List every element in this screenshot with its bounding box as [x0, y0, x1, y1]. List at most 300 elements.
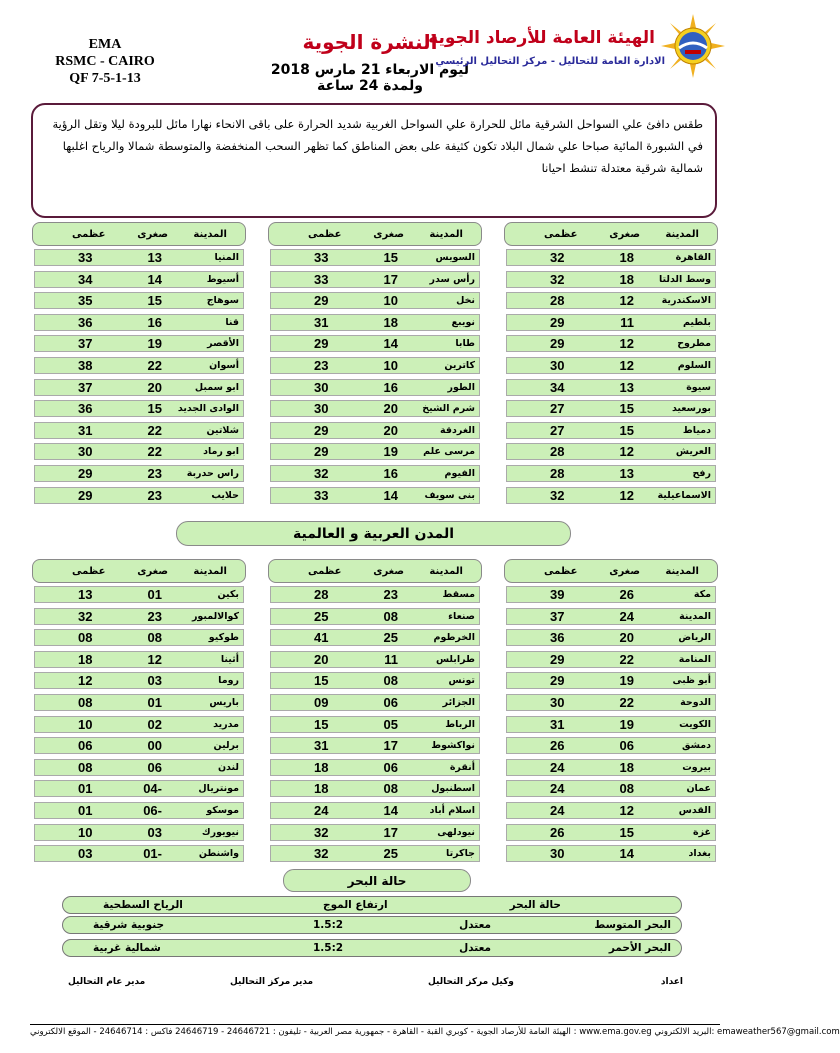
city-name: شلاتين: [206, 424, 239, 436]
max-temp: 12: [78, 673, 93, 689]
max-temp: 35: [78, 293, 93, 309]
panel-header: [32, 559, 246, 583]
table-row: [270, 335, 480, 352]
city-name: مونتريال: [198, 783, 239, 795]
sea-state-title: حالة البحر: [283, 869, 471, 892]
max-temp: 32: [314, 824, 329, 840]
max-temp: 15: [314, 716, 329, 732]
city-name: كوالالمبور: [191, 610, 239, 622]
egypt-panel: [32, 222, 246, 508]
city-name: أبو ظبى: [672, 675, 711, 687]
table-row: [34, 249, 244, 266]
max-temp: 15: [314, 673, 329, 689]
city-name: القدس: [678, 805, 711, 816]
max-temp: 28: [550, 444, 565, 460]
table-row: [506, 694, 716, 711]
city-name: نواكشوط: [431, 740, 475, 752]
signature-general-director: مدير عام التحاليل: [68, 977, 146, 987]
min-temp: 11: [620, 314, 634, 330]
city-name: مطروح: [677, 338, 711, 350]
min-temp: 15: [147, 293, 162, 309]
table-row: [270, 651, 480, 668]
city-name: رفح: [692, 468, 711, 479]
max-temp: 29: [550, 673, 565, 689]
city-name: الاسكندرية: [661, 295, 711, 307]
min-temp: 23: [147, 487, 162, 503]
max-temp: 38: [78, 358, 93, 373]
table-row: [270, 629, 480, 646]
table-row: [34, 651, 244, 668]
max-temp: 33: [314, 250, 329, 265]
city-name: الفيوم: [444, 468, 475, 479]
forecast-text-box: [31, 103, 717, 218]
min-temp: 25: [383, 630, 398, 646]
max-temp: 31: [314, 314, 329, 330]
max-temp: 25: [314, 608, 329, 624]
table-row: [34, 487, 244, 504]
max-temp: 29: [550, 336, 565, 352]
table-row: [34, 465, 244, 482]
city-name: بغداد: [688, 848, 711, 860]
world-panel: [268, 559, 482, 867]
city-name: نويبع: [451, 316, 475, 328]
table-row: [506, 845, 716, 862]
min-temp: 06: [147, 759, 162, 775]
min-temp: 22: [619, 695, 634, 710]
min-temp: 20: [383, 422, 398, 438]
city-name: صنعاء: [448, 610, 475, 622]
table-row: [270, 487, 480, 504]
min-temp: 13: [147, 250, 162, 265]
max-temp: 30: [78, 444, 93, 460]
min-temp: 19: [147, 336, 162, 352]
table-row: [270, 845, 480, 862]
col-label-min: صغرى: [373, 229, 404, 240]
max-temp: 18: [314, 781, 329, 797]
max-temp: 32: [550, 250, 565, 265]
table-row: [506, 716, 716, 733]
city-name: أثينا: [220, 653, 239, 665]
max-temp: 36: [78, 314, 93, 330]
max-temp: 01: [78, 803, 93, 818]
city-name: راس حدربة: [186, 468, 239, 479]
table-row: [270, 314, 480, 331]
min-temp: 14: [147, 271, 162, 287]
panel-header: [32, 222, 246, 246]
min-temp: 13: [619, 466, 634, 481]
table-row: [506, 487, 716, 504]
max-temp: 34: [550, 379, 565, 395]
city-name: وسط الدلتا: [658, 273, 711, 285]
city-name: برلين: [213, 740, 239, 752]
min-temp: 10: [383, 358, 398, 373]
min-temp: 12: [619, 358, 634, 373]
city-name: الجزائر: [442, 697, 475, 708]
min-temp: 20: [383, 401, 398, 417]
city-name: الكويت: [679, 718, 711, 730]
table-row: [506, 379, 716, 396]
city-name: نيودلهى: [437, 826, 475, 838]
city-name: جاكرتا: [446, 848, 475, 860]
min-temp: 08: [383, 608, 398, 624]
table-row: [506, 422, 716, 439]
city-name: سوهاج: [206, 295, 239, 307]
city-name: مكة: [693, 589, 711, 600]
table-row: [34, 335, 244, 352]
min-temp: 20: [147, 379, 162, 395]
city-name: غزة: [692, 826, 711, 838]
min-temp: 06: [383, 759, 398, 775]
table-row: [506, 443, 716, 460]
table-row: [34, 271, 244, 288]
col-label-city: المدينة: [193, 566, 227, 577]
max-temp: 01: [78, 781, 93, 797]
table-row: [506, 357, 716, 374]
min-temp: 20: [619, 630, 634, 646]
table-row: [506, 335, 716, 352]
table-row: [270, 422, 480, 439]
max-temp: 10: [78, 716, 93, 732]
city-name: عمان: [686, 783, 711, 795]
min-temp: 23: [383, 587, 398, 602]
city-name: الرياض: [678, 632, 711, 644]
table-row: [270, 292, 480, 309]
max-temp: 29: [314, 422, 329, 438]
col-label-max: عظمى: [544, 566, 578, 577]
table-row: [270, 737, 480, 754]
max-temp: 37: [78, 336, 93, 352]
table-row: [34, 716, 244, 733]
max-temp: 18: [78, 651, 93, 667]
max-temp: 31: [550, 716, 565, 732]
min-temp: 23: [147, 608, 162, 624]
city-name: حلايب: [211, 489, 239, 501]
min-temp: 00: [147, 738, 162, 754]
min-temp: 08: [619, 781, 634, 797]
city-name: الدوحة: [680, 697, 711, 708]
max-temp: 10: [78, 824, 93, 840]
city-name: بيروت: [682, 761, 711, 773]
egypt-panel: [504, 222, 718, 508]
min-temp: 15: [147, 401, 162, 417]
max-temp: 32: [314, 846, 329, 862]
city-name: مرسى علم: [423, 446, 475, 458]
max-temp: 28: [550, 293, 565, 309]
min-temp: 12: [619, 444, 634, 460]
forecast-text: طقس دافئ علي السواحل الشرقية مائل للحرارة علي السواحل الغربية شديد الحرارة على باقى الانحاء نهارا مائل للبرودة ليلا وتقل الرؤية في الشبورة المائية صباحا علي شمال البلاد تكون كثيفة على بعض المناطق كما تظهر السحب المنخفضة والمتوسطة شمالا والرياح اغلبها شمالية شرقية معتدلة تنشط احيانا: [52, 117, 703, 175]
table-row: [506, 271, 716, 288]
table-row: [506, 586, 716, 603]
city-name: الوادى الجديد: [177, 403, 239, 415]
table-row: [34, 314, 244, 331]
max-temp: 34: [78, 271, 93, 287]
max-temp: 29: [78, 466, 93, 481]
max-temp: 29: [314, 444, 329, 460]
egypt-panel: [268, 222, 482, 508]
table-row: [270, 716, 480, 733]
max-temp: 24: [550, 803, 565, 818]
col-label-max: عظمى: [72, 229, 106, 240]
min-temp: 18: [383, 314, 398, 330]
col-label-city: المدينة: [665, 229, 699, 240]
max-temp: 09: [314, 695, 329, 710]
city-name: واشنطن: [198, 848, 239, 860]
col-label-city: المدينة: [665, 566, 699, 577]
table-row: [34, 422, 244, 439]
city-name: المنيا: [214, 252, 239, 263]
min-temp: 19: [383, 444, 398, 460]
table-row: [34, 586, 244, 603]
min-temp: 18: [619, 271, 634, 287]
city-name: روما: [218, 675, 239, 687]
min-temp: 16: [147, 314, 162, 330]
max-temp: 41: [314, 630, 329, 646]
table-row: [270, 672, 480, 689]
col-label-city: المدينة: [193, 229, 227, 240]
table-row: [506, 400, 716, 417]
min-temp: 17: [383, 824, 398, 840]
city-name: تونس: [448, 675, 475, 687]
table-row: [506, 465, 716, 482]
world-panel: [504, 559, 718, 867]
sea-row-med: [62, 916, 682, 934]
max-temp: 27: [550, 401, 565, 417]
table-row: [34, 759, 244, 776]
min-temp: 17: [383, 738, 398, 754]
panel-header: [268, 222, 482, 246]
qf-label: QF 7-5-1-13: [69, 71, 141, 86]
max-temp: 29: [314, 336, 329, 352]
city-name: الاسماعيلية: [657, 489, 711, 501]
table-row: [506, 780, 716, 797]
table-row: [506, 759, 716, 776]
table-row: [506, 608, 716, 625]
wave-height: 1.5:2: [313, 942, 344, 954]
table-row: [506, 737, 716, 754]
panel-header: [268, 559, 482, 583]
city-name: سيوة: [686, 381, 711, 393]
max-temp: 20: [314, 651, 329, 667]
max-temp: 30: [314, 401, 329, 417]
city-name: المنامة: [678, 653, 711, 665]
min-temp: 05: [383, 716, 398, 732]
min-temp: 22: [619, 651, 634, 667]
max-temp: 32: [314, 466, 329, 481]
min-temp: 03: [147, 673, 162, 689]
city-name: طابا: [455, 338, 475, 350]
wave-height: 1.5:2: [313, 919, 344, 931]
max-temp: 32: [550, 487, 565, 503]
wave-height-col: ارتفاع الموج: [323, 899, 388, 911]
table-row: [506, 824, 716, 841]
city-name: دمياط: [682, 424, 711, 436]
page-title: النشرة الجوية: [302, 30, 438, 54]
city-name: اسلام أباد: [429, 805, 475, 816]
col-label-city: المدينة: [429, 566, 463, 577]
city-name: الغردقة: [440, 424, 475, 436]
city-name: العريش: [675, 446, 711, 458]
max-temp: 37: [78, 379, 93, 395]
footer-contact: الهيئة العامة للأرصاد الجوية - كوبري القبة - القاهرة - جمهورية مصر العربية - تليفون : 24646721 - 24646719 فاكس : 24646714 - الموقع الالكتروني : www.ema.gov.eg البريد الالكتروني: emaweather567@gmail.com: [30, 1024, 720, 1039]
min-temp: 12: [619, 336, 634, 352]
city-name: المدينة: [679, 610, 711, 622]
table-row: [270, 802, 480, 819]
min-temp: 15: [619, 401, 634, 417]
city-name: طرابلس: [436, 653, 475, 665]
panel-header: [504, 559, 718, 583]
city-name: بلطيم: [682, 316, 711, 328]
min-temp: 08: [383, 673, 398, 689]
min-temp: 14: [383, 336, 398, 352]
min-temp: 06-: [143, 803, 162, 818]
city-name: الخرطوم: [433, 632, 475, 644]
min-temp: 18: [619, 759, 634, 775]
min-temp: 22: [147, 444, 162, 460]
min-temp: 15: [383, 250, 398, 265]
min-temp: 14: [619, 846, 634, 862]
max-temp: 24: [314, 803, 329, 818]
table-row: [270, 586, 480, 603]
min-temp: 12: [147, 651, 162, 667]
max-temp: 08: [78, 759, 93, 775]
min-temp: 14: [383, 803, 398, 818]
table-row: [34, 802, 244, 819]
table-row: [34, 824, 244, 841]
city-name: القاهرة: [675, 252, 711, 263]
table-row: [506, 802, 716, 819]
table-row: [34, 379, 244, 396]
max-temp: 30: [550, 846, 565, 862]
col-label-max: عظمى: [308, 566, 342, 577]
max-temp: 31: [78, 422, 93, 438]
city-name: بنى سويف: [424, 489, 475, 501]
arab-world-cities-banner: المدن العربية و العالمية: [176, 521, 571, 546]
city-name: الطور: [447, 381, 475, 393]
ema-label: EMA: [88, 37, 122, 52]
surface-wind: جنوبية شرقية: [93, 919, 165, 931]
max-temp: 03: [78, 846, 93, 862]
col-label-min: صغرى: [137, 229, 168, 240]
min-temp: 15: [619, 422, 634, 438]
table-row: [506, 292, 716, 309]
table-row: [270, 400, 480, 417]
min-temp: 22: [147, 358, 162, 373]
table-row: [506, 651, 716, 668]
table-row: [270, 824, 480, 841]
max-temp: 24: [550, 781, 565, 797]
table-row: [34, 357, 244, 374]
col-label-max: عظمى: [308, 229, 342, 240]
max-temp: 30: [314, 379, 329, 395]
city-name: مدريد: [213, 718, 239, 730]
signature-deputy: وكيل مركز التحاليل: [428, 977, 514, 987]
min-temp: 15: [619, 824, 634, 840]
table-row: [270, 694, 480, 711]
max-temp: 06: [78, 738, 93, 754]
min-temp: 16: [383, 466, 398, 481]
max-temp: 30: [550, 358, 565, 373]
sea-name: البحر الأحمر: [608, 942, 671, 954]
min-temp: 12: [619, 293, 634, 309]
city-name: نخل: [456, 295, 475, 307]
table-row: [34, 694, 244, 711]
city-name: بكين: [217, 589, 239, 600]
table-row: [34, 608, 244, 625]
ema-logo-icon: [661, 14, 725, 78]
city-name: باريس: [209, 697, 239, 708]
city-name: الرباط: [445, 718, 475, 730]
table-row: [34, 845, 244, 862]
max-temp: 30: [550, 695, 565, 710]
min-temp: 16: [383, 379, 398, 395]
max-temp: 08: [78, 695, 93, 710]
sea-name: البحر المتوسط: [594, 919, 671, 931]
min-temp: 18: [619, 250, 634, 265]
min-temp: 10: [383, 293, 398, 309]
table-row: [506, 249, 716, 266]
max-temp: 36: [550, 630, 565, 646]
table-row: [34, 672, 244, 689]
city-name: موسكو: [206, 805, 239, 816]
table-row: [270, 249, 480, 266]
max-temp: 33: [78, 250, 93, 265]
min-temp: 06: [383, 695, 398, 710]
max-temp: 26: [550, 824, 565, 840]
max-temp: 13: [78, 587, 93, 602]
table-row: [506, 629, 716, 646]
min-temp: 08: [383, 781, 398, 797]
date-line: ليوم الاربعاء 21 مارس 2018 ولمدة 24 ساعة: [270, 62, 470, 94]
table-row: [34, 443, 244, 460]
city-name: لندن: [217, 761, 239, 773]
city-name: أنقرة: [449, 761, 475, 773]
table-row: [34, 737, 244, 754]
max-temp: 29: [314, 293, 329, 309]
table-row: [34, 400, 244, 417]
max-temp: 32: [78, 608, 93, 624]
city-name: قنا: [225, 316, 239, 328]
table-row: [270, 465, 480, 482]
min-temp: 25: [383, 846, 398, 862]
max-temp: 27: [550, 422, 565, 438]
max-temp: 18: [314, 759, 329, 775]
min-temp: 11: [384, 651, 398, 667]
sea-row-red: [62, 939, 682, 957]
table-row: [270, 780, 480, 797]
max-temp: 39: [550, 587, 565, 602]
col-label-city: المدينة: [429, 229, 463, 240]
max-temp: 31: [314, 738, 329, 754]
table-row: [270, 443, 480, 460]
max-temp: 29: [550, 314, 565, 330]
max-temp: 33: [314, 487, 329, 503]
table-row: [506, 314, 716, 331]
city-name: السويس: [435, 252, 475, 263]
min-temp: 12: [619, 487, 634, 503]
table-row: [270, 379, 480, 396]
signature-prepared: اعداد: [660, 977, 683, 987]
max-temp: 37: [550, 608, 565, 624]
panel-header: [504, 222, 718, 246]
table-row: [506, 672, 716, 689]
min-temp: 23: [147, 466, 162, 481]
col-label-min: صغرى: [137, 566, 168, 577]
city-name: ابو سمبل: [194, 381, 239, 393]
city-name: شرم الشيخ: [422, 403, 475, 415]
min-temp: 19: [619, 673, 634, 689]
table-row: [270, 271, 480, 288]
min-temp: 01: [147, 587, 162, 602]
